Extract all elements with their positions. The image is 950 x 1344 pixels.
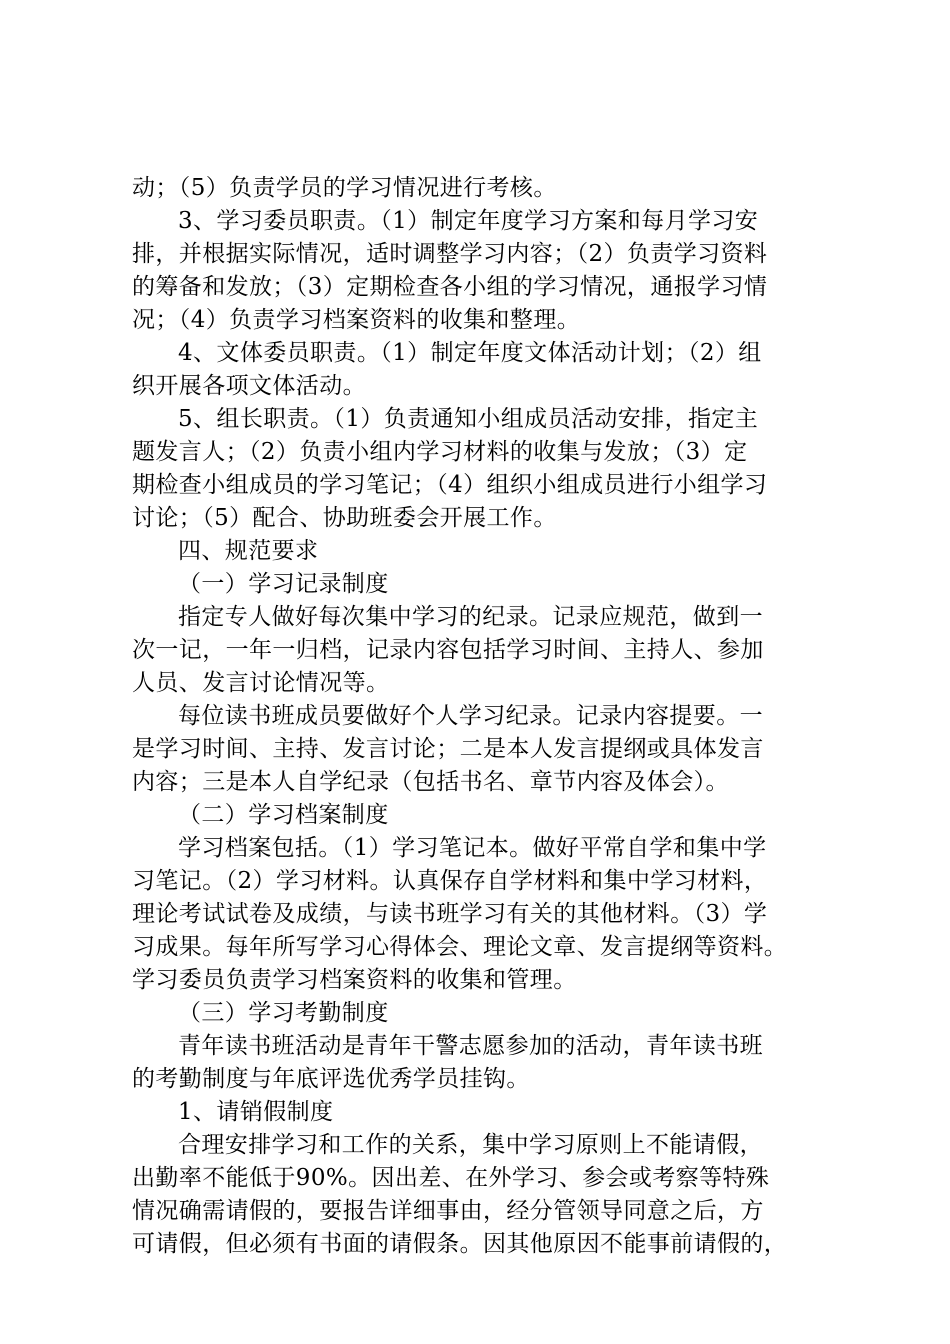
text-line-5: 况；（4）负责学习档案资料的收集和整理。 [132, 307, 581, 333]
text-line-18: 是学习时间、主持、发言讨论；二是本人发言提纲或具体发言 [132, 736, 764, 762]
subsection-heading-3: （三）学习考勤制度 [178, 1000, 389, 1026]
text-line-15: 次一记，一年一归档，记录内容包括学习时间、主持人、参加 [132, 637, 764, 663]
text-line-14: 指定专人做好每次集中学习的纪录。记录应规范，做到一 [178, 604, 763, 630]
text-line-2: 3、学习委员职责。（1）制定年度学习方案和每月学习安 [178, 208, 759, 234]
text-line-22: 习笔记。（2）学习材料。认真保存自学材料和集中学习材料， [132, 868, 768, 894]
text-line-19: 内容；三是本人自学纪录（包括书名、章节内容及体会）。 [132, 769, 729, 795]
text-line-24: 习成果。每年所写学习心得体会、理论文章、发言提纲等资料。 [132, 934, 788, 960]
text-line-10: 期检查小组成员的学习笔记；（4）组织小组成员进行小组学习 [132, 472, 768, 498]
text-line-31: 出勤率不能低于90%。因出差、在外学习、参会或考察等特殊 [132, 1165, 770, 1191]
text-line-30: 合理安排学习和工作的关系，集中学习原则上不能请假， [178, 1132, 763, 1158]
text-line-8: 5、组长职责。（1）负责通知小组成员活动安排，指定主 [178, 406, 759, 432]
text-line-17: 每位读书班成员要做好个人学习纪录。记录内容提要。一 [178, 703, 763, 729]
text-line-27: 青年读书班活动是青年干警志愿参加的活动，青年读书班 [178, 1033, 763, 1059]
text-line-7: 织开展各项文体活动。 [132, 373, 366, 399]
text-line-3: 排，并根据实际情况，适时调整学习内容；（2）负责学习资料 [132, 241, 768, 267]
text-line-1: 动；（5）负责学员的学习情况进行考核。 [132, 175, 557, 201]
subsection-heading-2: （二）学习档案制度 [178, 802, 389, 828]
text-line-23: 理论考试试卷及成绩，与读书班学习有关的其他材料。（3）学 [132, 901, 768, 927]
text-line-33: 可请假，但必须有书面的请假条。因其他原因不能事前请假的， [132, 1231, 788, 1257]
text-line-21: 学习档案包括。（1）学习笔记本。做好平常自学和集中学 [178, 835, 767, 861]
text-line-11: 讨论；（5）配合、协助班委会开展工作。 [132, 505, 557, 531]
text-line-16: 人员、发言讨论情况等。 [132, 670, 390, 696]
section-heading: 四、规范要求 [178, 538, 319, 564]
text-line-28: 的考勤制度与年底评选优秀学员挂钩。 [132, 1066, 530, 1092]
text-line-4: 的筹备和发放；（3）定期检查各小组的学习情况，通报学习情 [132, 274, 768, 300]
text-line-9: 题发言人；（2）负责小组内学习材料的收集与发放；（3）定 [132, 439, 748, 465]
text-line-6: 4、文体委员职责。（1）制定年度文体活动计划；（2）组 [178, 340, 762, 366]
text-line-32: 情况确需请假的，要报告详细事由，经分管领导同意之后，方 [132, 1198, 764, 1224]
subsection-heading-4: 1、请销假制度 [178, 1099, 334, 1125]
text-line-25: 学习委员负责学习档案资料的收集和管理。 [132, 967, 577, 993]
subsection-heading-1: （一）学习记录制度 [178, 571, 389, 597]
